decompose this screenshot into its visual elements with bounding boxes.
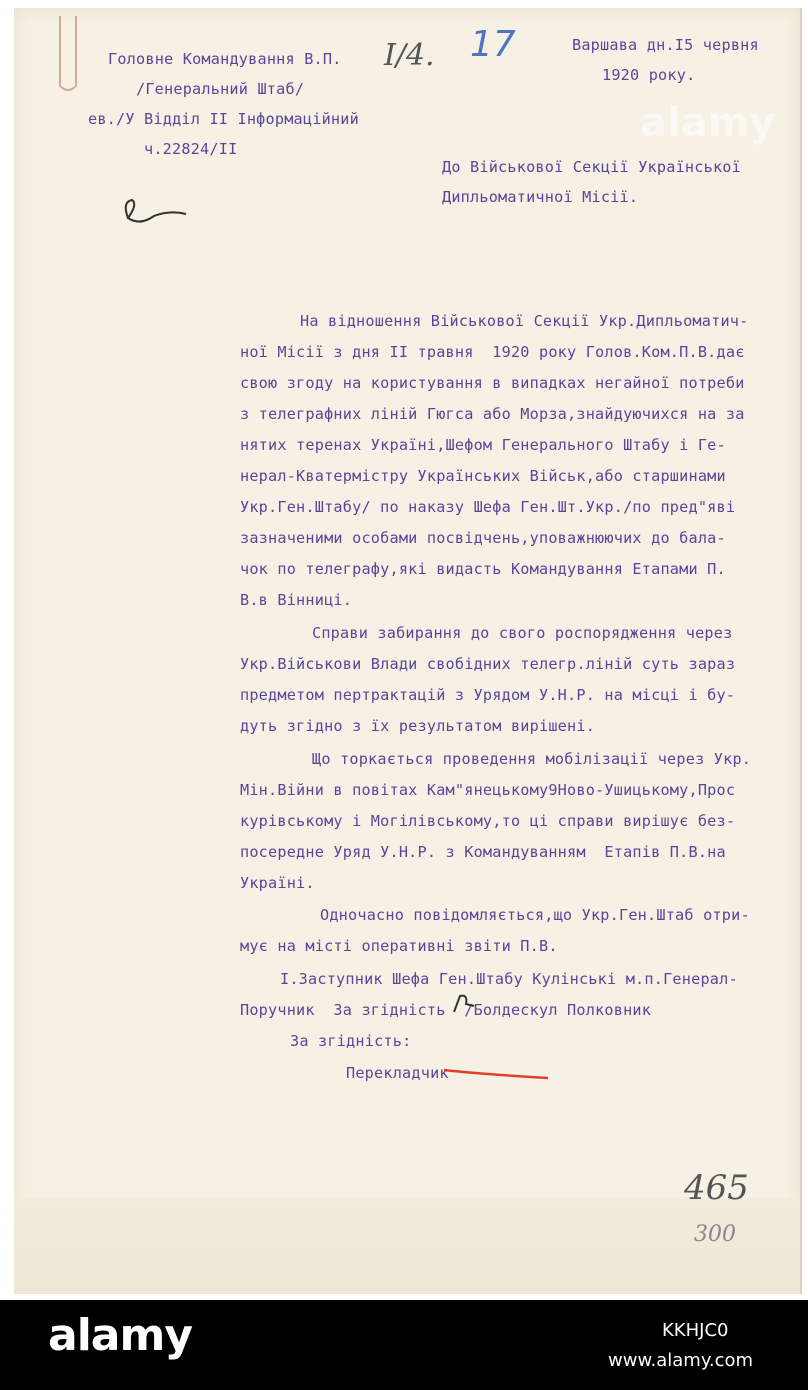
body-line: Одночасно повідомляється,що Укр.Ген.Штаб отри- <box>320 906 750 924</box>
header-command: Головне Командування В.П. <box>108 50 342 68</box>
body-line: нерал-Кватермістру Українських Військ,або старшинами <box>240 467 726 485</box>
image-id: KKHJC0 <box>662 1320 729 1341</box>
addressee-line-1: До Військової Секції Української <box>442 158 741 176</box>
signature-scribble-icon <box>450 992 480 1018</box>
signature-line-1: I.Заступник Шефа Ген.Штабу Кулінські м.п.Генерал- <box>280 970 738 988</box>
addressee-line-2: Дипльоматичної Місії. <box>442 188 639 206</box>
body-line: зазначеними особами посвідчень,уповажнюючих до бала- <box>240 529 726 547</box>
body-line: курівському і Могілівському,то ці справи вирішує без- <box>240 812 736 830</box>
file-ref-handwritten: I/4. <box>384 38 435 73</box>
body-line: дуть згідно з їх результатом вирішені. <box>240 717 596 735</box>
body-line: На відношення Військової Секції Укр.Дипльоматич- <box>300 312 749 330</box>
translator-label: Перекладчик <box>346 1064 449 1082</box>
body-line: з телеграфних ліній Гюгса або Морза,знайдуючихся на за <box>240 405 745 423</box>
signature-line-2: Поручник За згідність /Болдескул Полковник <box>240 1001 652 1019</box>
body-line: Справи забирання до свого роспорядження через <box>312 624 733 642</box>
body-line: Україні. <box>240 874 315 892</box>
header-department: ев./У Відділ II Інформаційний <box>88 110 359 128</box>
red-pencil-stroke-icon <box>440 1062 560 1088</box>
body-line: чок по телеграфу,які видасть Командування Етапами П. <box>240 560 726 578</box>
paper-bottom-fold <box>14 1198 800 1294</box>
body-line: свою згоду на користування в випадках негайної потреби <box>240 374 745 392</box>
page-number-handwritten: 17 <box>470 24 516 65</box>
body-line: Мін.Війни в повітах Кам"янецькому9Ново-Ушицькому,Прос <box>240 781 736 799</box>
alamy-watermark: alamy <box>640 100 776 146</box>
place-date: Варшава дн.I5 червня <box>572 36 759 54</box>
header-staff: /Генеральний Штаб/ <box>136 80 305 98</box>
body-line: ної Місії з дня II травня 1920 року Голов.Ком.П.В.дає <box>240 343 745 361</box>
body-line: предметом пертрактацій з Урядом У.Н.Р. на місці і бу- <box>240 686 736 704</box>
stock-url: www.alamy.com <box>608 1350 754 1371</box>
body-line: нятих теренах Україні,Шефом Генерального Штабу і Ге- <box>240 436 726 454</box>
body-line: мує на місті оперативні звіти П.В. <box>240 937 558 955</box>
alamy-logo: alamy <box>48 1310 192 1361</box>
archive-number-2: 300 <box>694 1222 736 1247</box>
header-number: ч.22824/II <box>144 140 238 158</box>
body-line: посередне Уряд У.Н.Р. з Командуванням Етапів П.В.на <box>240 843 726 861</box>
body-line: Укр.Військови Влади свобідних телегр.ліній суть зараз <box>240 655 736 673</box>
body-line: Укр.Ген.Штабу/ по наказу Шефа Ген.Шт.Укр./по пред"яві <box>240 498 736 516</box>
archive-number-1: 465 <box>684 1168 749 1208</box>
binding-mark-icon <box>54 14 84 94</box>
signature-line-3: За згідність: <box>290 1032 412 1050</box>
body-line: Що торкається проведення мобілізації через Укр. <box>312 750 752 768</box>
year: 1920 року. <box>602 66 696 84</box>
initial-scribble-icon <box>118 196 190 232</box>
body-line: В.в Вінниці. <box>240 591 353 609</box>
